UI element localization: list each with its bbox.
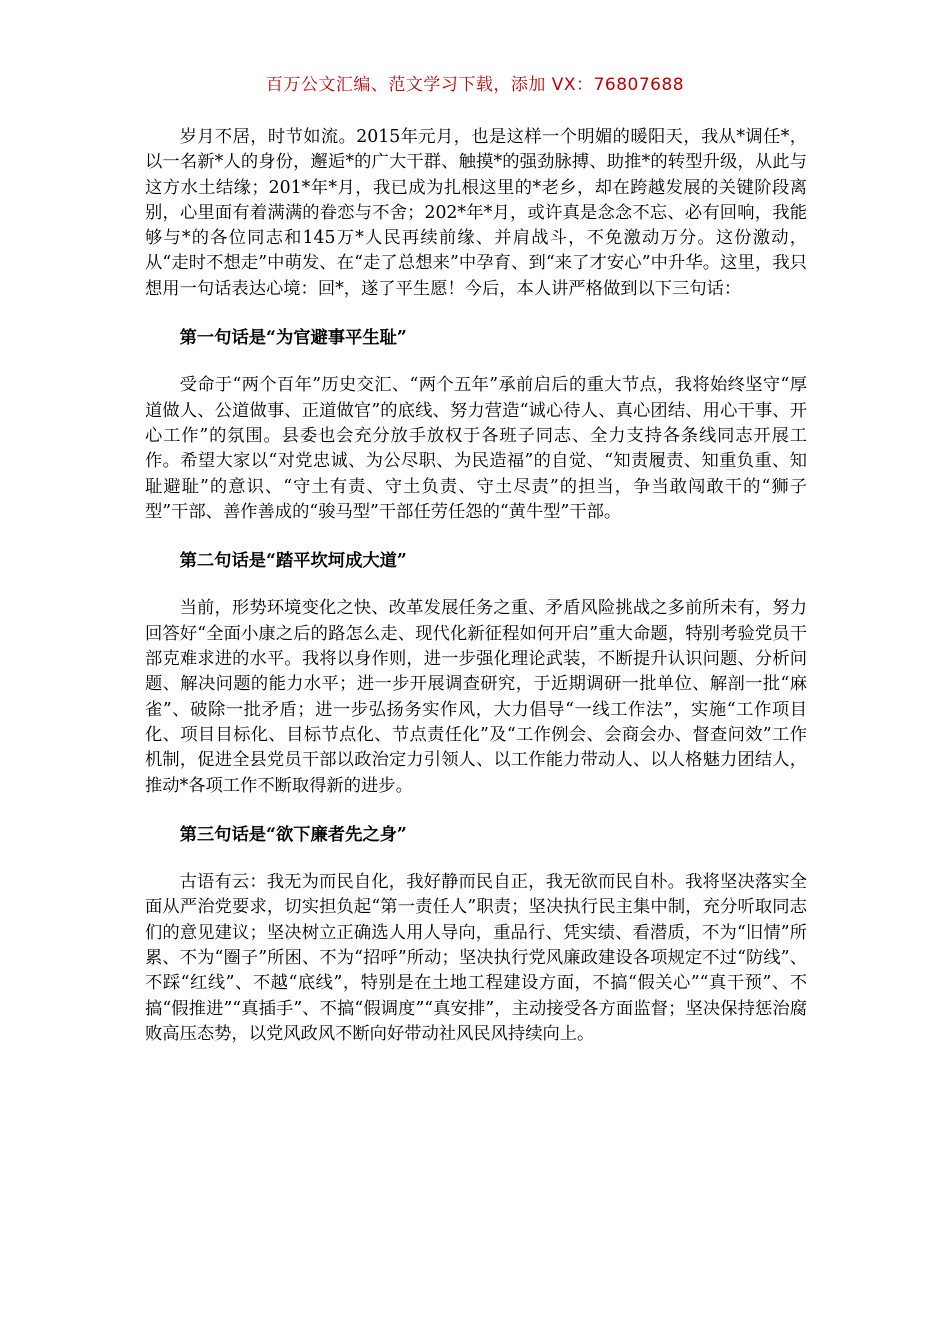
intro-paragraph: 岁月不居，时节如流。2015年元月，也是这样一个明媚的暖阳天，我从*调任*，以一名新*人的身份，邂逅*的广大干群、触摸*的强劲脉搏、助推*的转型升级，从此与这方水土结缘；201*年*月，我已成为扎根这里的*老乡，却在跨越发展的关键阶段离别，心里面有着满满的眷恋与不舍；202*年*月，或许真是念念不忘、必有回响，我能够与*的各位同志和145万*人民再续前缘、并肩战斗，不免激动万分。这份激动，从“走时不想走”中萌发、在“走了总想来”中孕育、到“来了才安心”中升华。这里，我只想用一句话表达心境：回*，遂了平生愿！今后，本人讲严格做到以下三句话： [145,127,807,299]
section-1-heading: 第一句话是“为官避事平生耻” [179,328,407,349]
section-1-paragraph: 受命于“两个百年”历史交汇、“两个五年”承前启后的重大节点，我将始终坚守“厚道做人、公道做事、正道做官”的底线、努力营造“诚心待人、真心团结、用心干事、开心工作”的氛围。县委也会充分放手放权于各班子同志、全力支持各条线同志开展工作。希望大家以“对党忠诚、为公尽职、为民造福”的自觉、“知责履责、知重负重、知耻避耻”的意识、“守土有责、守土负责、守土尽责”的担当，争当敢闯敢干的“狮子型”干部、善作善成的“骏马型”干部任劳任怨的“黄牛型”干部。 [145,375,807,522]
section-2-heading: 第二句话是“踏平坎坷成大道” [179,551,407,572]
watermark-header: 百万公文汇编、范文学习下载，添加 VX：76807688 [265,75,685,95]
section-3-heading: 第三句话是“欲下廉者先之身” [179,824,407,845]
section-3-paragraph: 古语有云：我无为而民自化，我好静而民自正，我无欲而民自朴。我将坚决落实全面从严治党要求，切实担负起“第一责任人”职责；坚决执行民主集中制，充分听取同志们的意见建议；坚决树立正确选人用人导向，重品行、凭实绩、看潜质，不为“旧情”所累、不为“圈子”所困、不为“招呼”所动；坚决执行党风廉政建设各项规定不过“防线”、不踩“红线”、不越“底线”，特别是在土地工程建设方面，不搞“假关心”“真干预”、不搞“假推进”“真插手”、不搞“假调度”“真安排”，主动接受各方面监督；坚决保持惩治腐败高压态势，以党风政风不断向好带动社风民风持续向上。 [145,872,807,1044]
document-body [145,125,807,1071]
section-2-paragraph: 当前，形势环境变化之快、改革发展任务之重、矛盾风险挑战之多前所未有，努力回答好“全面小康之后的路怎么走、现代化新征程如何开启”重大命题，特别考验党员干部克难求进的水平。我将以身作则，进一步强化理论武装，不断提升认识问题、分析问题、解决问题的能力水平；进一步开展调查研究，于近期调研一批单位、解剖一批“麻雀”、破除一批矛盾；进一步弘扬务实作风，大力倡导“一线工作法”，实施“工作项目化、项目目标化、目标节点化、节点责任化”及“工作例会、会商会办、督查问效”工作机制，促进全县党员干部以政治定力引领人、以工作能力带动人、以人格魅力团结人，推动*各项工作不断取得新的进步。 [145,598,807,796]
